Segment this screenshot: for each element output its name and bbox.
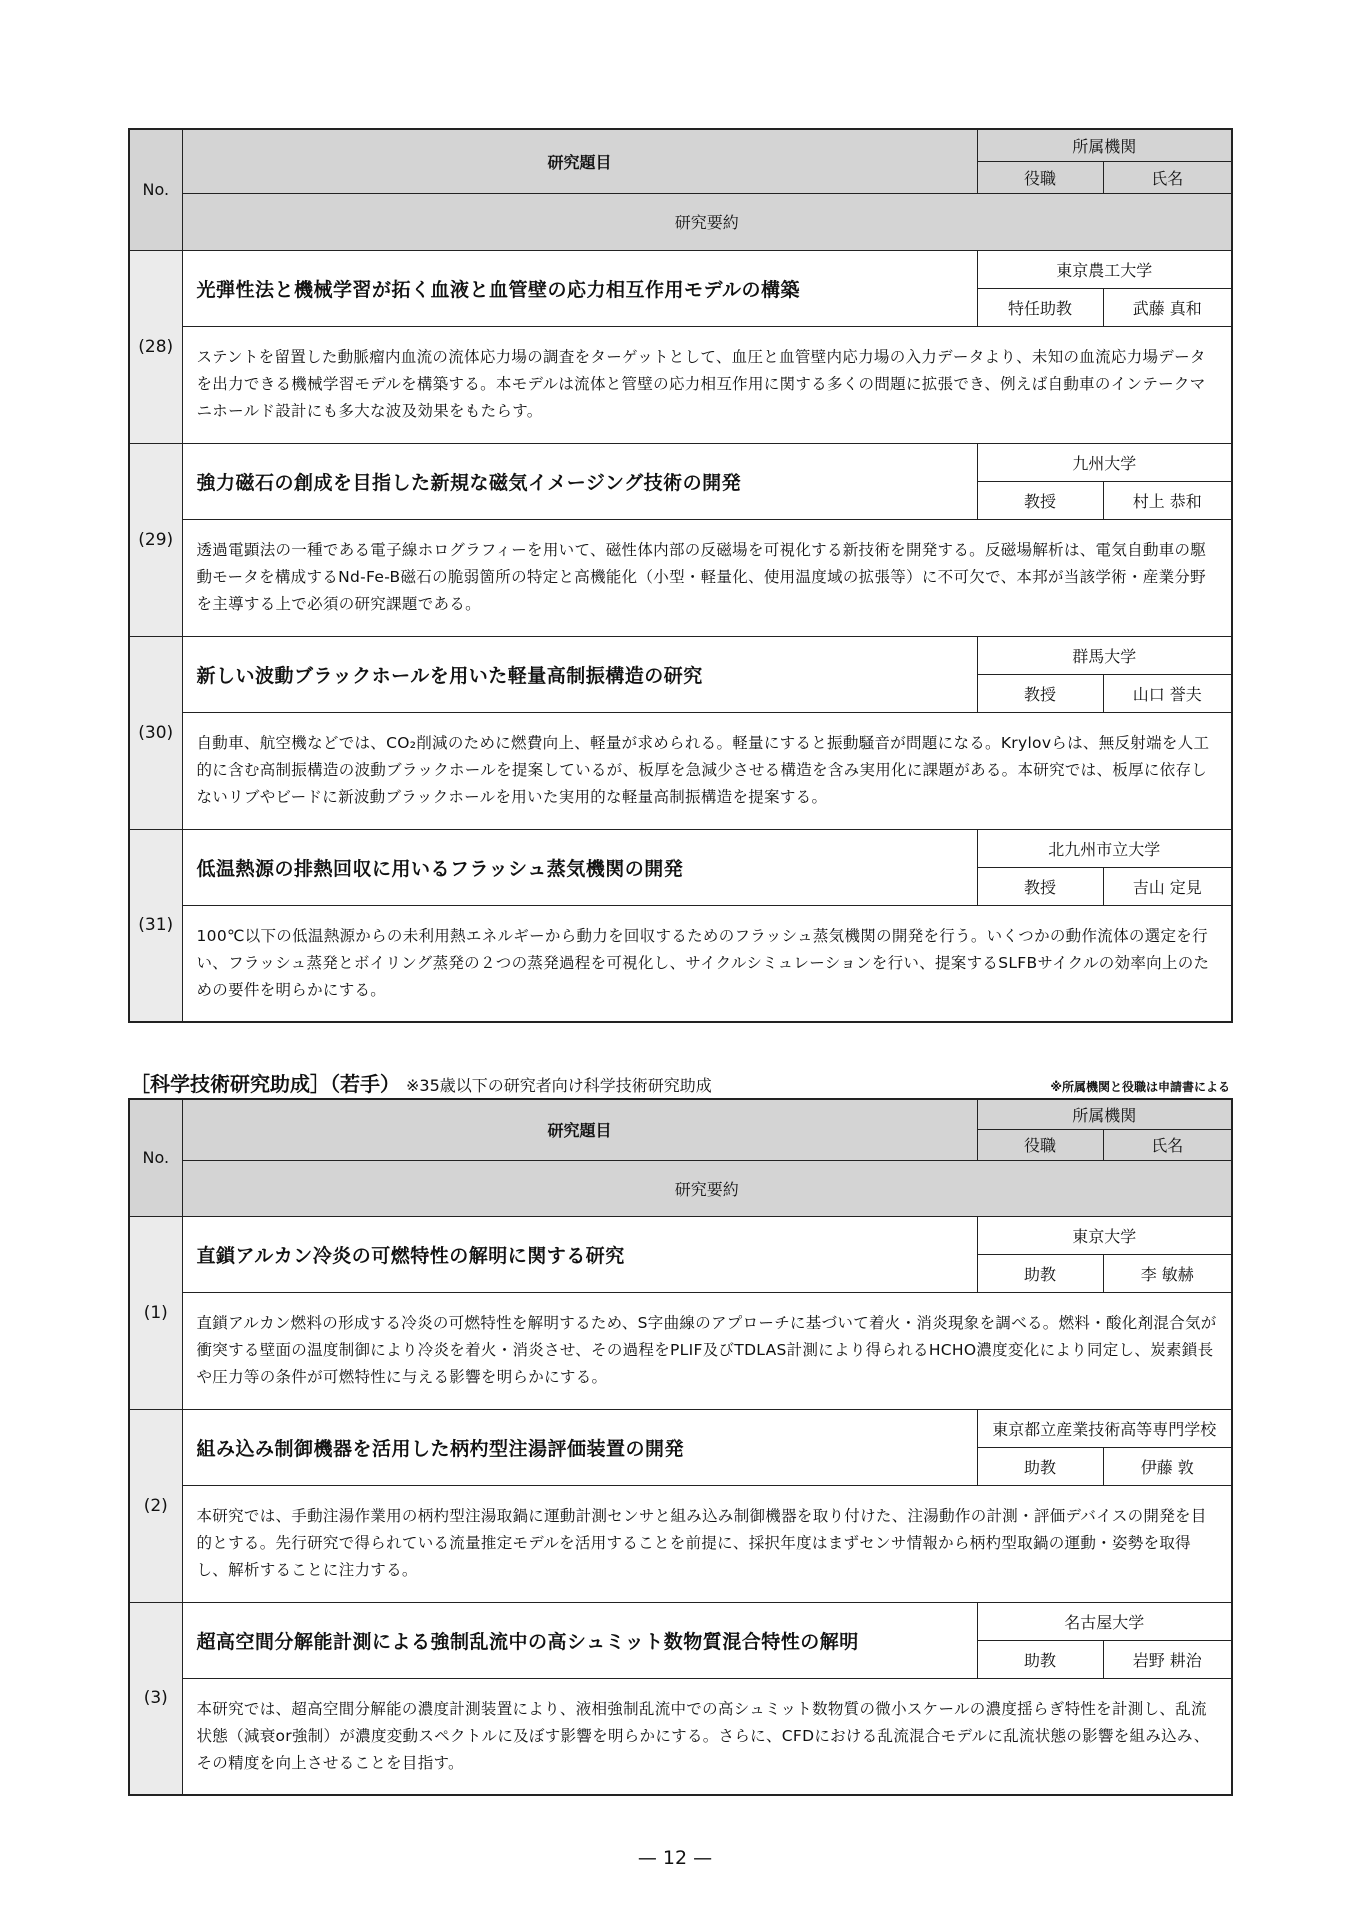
section-heading [130,1068,712,1097]
entry-number: (28) [129,250,182,443]
researcher-name: 武藤 真和 [1103,288,1232,326]
entry-number: (29) [129,443,182,636]
position: 助教 [977,1447,1103,1485]
table-header-row [129,129,1232,161]
institution: 北九州市立大学 [977,829,1232,867]
research-title: 強力磁石の創成を目指した新規な磁気イメージング技術の開発 [182,443,977,519]
entry-row [129,1678,1232,1795]
research-title: 光弾性法と機械学習が拓く血液と血管壁の応力相互作用モデルの構築 [182,250,977,326]
entry-row [129,1216,1232,1254]
researcher-name: 李 敏赫 [1103,1254,1232,1292]
section-note: ※所属機関と役職は申請書による [1050,1080,1230,1094]
table-2-body [129,1099,1232,1795]
header-summary: 研究要約 [182,1160,1232,1216]
entry-row [129,1292,1232,1409]
header-summary: 研究要約 [182,193,1232,250]
research-summary: 本研究では、超高空間分解能の濃度計測装置により、液相強制乱流中での高シュミット数物質の微小スケールの濃度揺らぎ特性を計測し、乱流状態（減衰or強制）が濃度変動スペクトルに及ぼす影響を明らかにする。さらに、CFDにおける乱流混合モデルに乱流状態の影響を組み込み、その精度を向上させることを目指す。 [182,1678,1232,1795]
header-no: No. [129,1099,182,1216]
research-summary: 100℃以下の低温熱源からの未利用熱エネルギーから動力を回収するためのフラッシュ蒸気機関の開発を行う。いくつかの動作流体の選定を行い、フラッシュ蒸発とボイリング蒸発の２つの蒸発過程を可視化し、サイクルシミュレーションを行い、提案するSLFBサイクルの効率向上のための要件を明らかにする。 [182,905,1232,1022]
entry-number: (3) [129,1602,182,1795]
research-title: 新しい波動ブラックホールを用いた軽量高制振構造の研究 [182,636,977,712]
research-title: 組み込み制御機器を活用した柄杓型注湯評価装置の開発 [182,1409,977,1485]
institution: 東京大学 [977,1216,1232,1254]
position: 助教 [977,1254,1103,1292]
position: 教授 [977,481,1103,519]
entry-row [129,250,1232,288]
header-title: 研究題目 [182,129,977,193]
header-position: 役職 [977,1129,1103,1160]
institution: 名古屋大学 [977,1602,1232,1640]
position: 教授 [977,674,1103,712]
entry-row [129,326,1232,443]
header-name: 氏名 [1103,161,1232,193]
research-summary: 自動車、航空機などでは、CO₂削減のために燃費向上、軽量が求められる。軽量にすると振動騒音が問題になる。Krylovらは、無反射端を人工的に含む高制振構造の波動ブラックホールを提案しているが、板厚を急減少させる構造を含み実用化に課題がある。本研究では、板厚に依存しないリブやビードに新波動ブラックホールを用いた実用的な軽量高制振構造を提案する。 [182,712,1232,829]
entry-number: (2) [129,1409,182,1602]
research-title: 直鎖アルカン冷炎の可燃特性の解明に関する研究 [182,1216,977,1292]
grant-table-2 [128,1098,1233,1796]
institution: 群馬大学 [977,636,1232,674]
research-title: 超高空間分解能計測による強制乱流中の高シュミット数物質混合特性の解明 [182,1602,977,1678]
entry-row [129,443,1232,481]
position: 特任助教 [977,288,1103,326]
header-institution: 所属機関 [977,129,1232,161]
header-title: 研究題目 [182,1099,977,1160]
research-summary: ステントを留置した動脈瘤内血流の流体応力場の調査をターゲットとして、血圧と血管壁内応力場の入力データより、未知の血流応力場データを出力できる機械学習モデルを構築する。本モデルは流体と管壁の応力相互作用に関する多くの問題に拡張でき、例えば自動車のインテークマニホールド設計にも多大な波及効果をもたらす。 [182,326,1232,443]
institution: 東京農工大学 [977,250,1232,288]
researcher-name: 岩野 耕治 [1103,1640,1232,1678]
table-header-row [129,193,1232,250]
entry-row [129,1485,1232,1602]
entry-row [129,905,1232,1022]
grant-table-1 [128,128,1233,1023]
table-header-row [129,1099,1232,1129]
institution: 東京都立産業技術高等専門学校 [977,1409,1232,1447]
section-title: ［科学技術研究助成］（若手） [130,1072,400,1096]
research-summary: 直鎖アルカン燃料の形成する冷炎の可燃特性を解明するため、S字曲線のアプローチに基づいて着火・消炎現象を調べる。燃料・酸化剤混合気が衝突する壁面の温度制御により冷炎を着火・消炎させ、その過程をPLIF及びTDLAS計測により得られるHCHO濃度変化により同定し、炭素鎖長や圧力等の条件が可燃特性に与える影響を明らかにする。 [182,1292,1232,1409]
research-summary: 透過電顕法の一種である電子線ホログラフィーを用いて、磁性体内部の反磁場を可視化する新技術を開発する。反磁場解析は、電気自動車の駆動モータを構成するNd-Fe-B磁石の脆弱箇所の特定と高機能化（小型・軽量化、使用温度域の拡張等）に不可欠で、本邦が当該学術・産業分野を主導する上で必須の研究課題である。 [182,519,1232,636]
table-1-body [129,129,1232,1022]
position: 教授 [977,867,1103,905]
entry-row [129,712,1232,829]
institution: 九州大学 [977,443,1232,481]
header-name: 氏名 [1103,1129,1232,1160]
entry-number: (31) [129,829,182,1022]
entry-row [129,1602,1232,1640]
research-title: 低温熱源の排熱回収に用いるフラッシュ蒸気機関の開発 [182,829,977,905]
researcher-name: 山口 誉夫 [1103,674,1232,712]
header-position: 役職 [977,161,1103,193]
entry-row [129,636,1232,674]
entry-number: (1) [129,1216,182,1409]
position: 助教 [977,1640,1103,1678]
entry-number: (30) [129,636,182,829]
entry-row [129,1409,1232,1447]
researcher-name: 村上 恭和 [1103,481,1232,519]
section-subtitle: ※35歳以下の研究者向け科学技術研究助成 [406,1076,712,1095]
table-header-row [129,1160,1232,1216]
entry-row [129,519,1232,636]
page-number: — 12 — [637,1847,713,1869]
header-institution: 所属機関 [977,1099,1232,1129]
researcher-name: 伊藤 敦 [1103,1447,1232,1485]
header-no: No. [129,129,182,250]
research-summary: 本研究では、手動注湯作業用の柄杓型注湯取鍋に運動計測センサと組み込み制御機器を取り付けた、注湯動作の計測・評価デバイスの開発を目的とする。先行研究で得られている流量推定モデルを活用することを前提に、採択年度はまずセンサ情報から柄杓型取鍋の運動・姿勢を取得し、解析することに注力する。 [182,1485,1232,1602]
entry-row [129,829,1232,867]
researcher-name: 吉山 定見 [1103,867,1232,905]
